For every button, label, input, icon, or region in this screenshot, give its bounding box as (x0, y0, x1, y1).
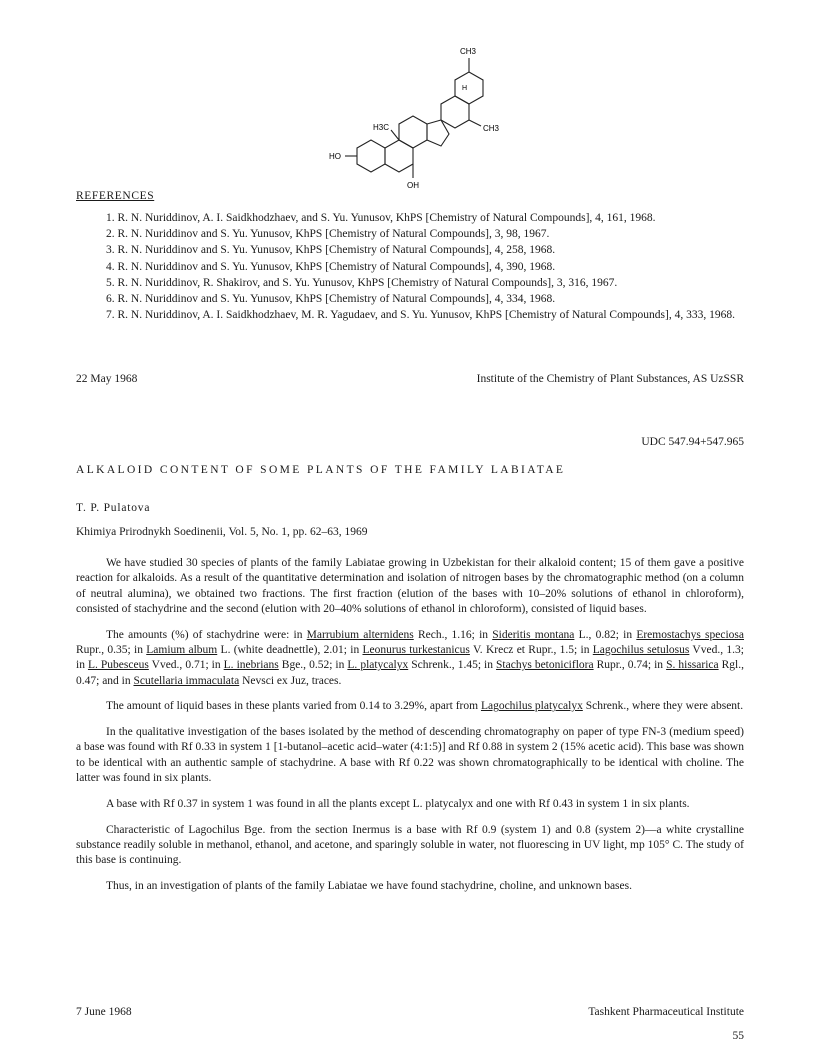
reference-item: 6. R. N. Nuriddinov and S. Yu. Yunusov, KhPS [Chemistry of Natural Compounds], 4, 334, 1968. (106, 293, 556, 306)
paragraph-4: In the qualitative investigation of the bases isolated by the method of descending chromatography on paper of type FN-3 (medium speed) a base was found with Rf 0.33 in system 1 [1-butanol–acetic acid–water (4:1:5)] and Rf 0.88 in system 2 (15% acetic acid). This base was shown to be identical with an authentic sample of stachydrine. A base with Rf 0.22 was shown chromatographically to be identical with choline. The latter was found in six plants. (76, 726, 744, 785)
ring-e (441, 96, 469, 128)
ring-d (427, 120, 449, 146)
species-name: Marrubium alternidens (306, 628, 414, 641)
species-name: Scutellaria immaculata (133, 674, 240, 687)
reference-item: 1. R. N. Nuriddinov, A. I. Saidkhodzhaev, and S. Yu. Yunusov, KhPS [Chemistry of Natural Compounds], 4, 161, 1968. (106, 212, 656, 224)
struct-label-ch3-top: CH3 (460, 47, 477, 56)
species-name: L. Pubesceus (87, 659, 149, 672)
references-list (76, 210, 744, 323)
species-name: Stachys betoniciflora (496, 659, 594, 672)
first-article-institute: Institute of the Chemistry of Plant Substances, AS UzSSR (476, 373, 744, 385)
species-name: Lagochilus setulosus (592, 643, 690, 656)
paragraph-5: A base with Rf 0.37 in system 1 was found in all the plants except L. platycalyx and one with Rf 0.43 in system 1 in six plants. (106, 797, 690, 810)
struct-label-h: H (462, 85, 468, 92)
first-article-signoff (76, 373, 744, 385)
article-institute: Tashkent Pharmaceutical Institute (588, 1006, 744, 1018)
ring-a (357, 140, 385, 172)
struct-label-oh: OH (407, 181, 419, 190)
reference-item: 2. R. N. Nuriddinov and S. Yu. Yunusov, KhPS [Chemistry of Natural Compounds], 3, 98, 1967. (106, 228, 550, 241)
struct-label-h3c: H3C (373, 123, 390, 132)
species-name: Eremostachys speciosa (636, 628, 744, 641)
struct-label-ch3-right: CH3 (483, 124, 500, 133)
species-name: Lamium album (146, 643, 218, 656)
reference-item: 4. R. N. Nuriddinov and S. Yu. Yunusov, KhPS [Chemistry of Natural Compounds], 4, 390, 1968. (106, 260, 556, 273)
article-body (76, 556, 744, 905)
paragraph-3: The amount of liquid bases in these plants varied from 0.14 to 3.29%, apart from Lagochilus platycalyx Schrenk., where they were absent. (106, 700, 744, 713)
reference-item: 3. R. N. Nuriddinov and S. Yu. Yunusov, KhPS [Chemistry of Natural Compounds], 4, 258, 1968. (106, 244, 556, 257)
journal-citation: Khimiya Prirodnykh Soedinenii, Vol. 5, No. 1, pp. 62–63, 1969 (76, 526, 368, 538)
species-name: Lagochilus platycalyx (480, 700, 583, 713)
species-name: L. platycalyx (347, 659, 409, 672)
article-signoff (76, 1006, 744, 1018)
species-name: L. inebrians (223, 659, 279, 672)
article-title: ALKALOID CONTENT OF SOME PLANTS OF THE FAMILY LABIATAE (76, 464, 566, 476)
species-name: Sideritis montana (492, 628, 575, 641)
references-heading: REFERENCES (76, 190, 155, 202)
chemical-structure-diagram (325, 40, 500, 200)
paragraph-1: We have studied 30 species of plants of the family Labiatae growing in Uzbekistan for their alkaloid content; 15 of them gave a positive reaction for alkaloids. As a result of the quantitative determination and isolation of nitrogen bases by the chromatographic method (on a column of neutral alumina), we obtained two fractions. The first fraction (elution of the bases with 10–20% solutions of ethanol in chloroform), consisted of stachydrine and the second (elution with 20–40% solutions of ethanol in chloroform), consisted of liquid bases. (76, 557, 744, 615)
reference-item: 5. R. N. Nuriddinov, R. Shakirov, and S. Yu. Yunusov, KhPS [Chemistry of Natural Compounds], 3, 316, 1967. (106, 276, 618, 289)
species-name: S. hissarica (666, 659, 719, 672)
ring-f (455, 72, 483, 104)
paragraph-2: The amounts (%) of stachydrine were: in Marrubium alternidens Rech., 1.16; in Sideritis montana L., 0.82; in Eremostachys speciosa Rupr., 0.35; in Lamium album L. (white deadnettle), 2.01; in Leonurus turkestanicus V. Krecz et Rupr., 1.5; in Lagochilus setulosus Vved., 1.3; in L. Pubesceus Vved., 0.71; in L. inebrians Bge., 0.52; in L. platycalyx Schrenk., 1.45; in Stachys betoniciflora Rupr., 0.74; in S. hissarica Rgl., 0.47; and in Scutellaria immaculata Nevsci ex Juz, traces. (76, 628, 745, 687)
page-number: 55 (732, 1030, 744, 1042)
paragraph-7: Thus, in an investigation of plants of the family Labiatae we have found stachydrine, choline, and unknown bases. (106, 880, 632, 893)
ring-c (399, 116, 427, 148)
article-author: T. P. Pulatova (76, 502, 151, 514)
ring-b (385, 140, 413, 172)
struct-label-ho: HO (329, 152, 341, 161)
first-article-date: 22 May 1968 (76, 373, 138, 385)
udc-code: UDC 547.94+547.965 (641, 436, 744, 448)
reference-item: 7. R. N. Nuriddinov, A. I. Saidkhodzhaev, M. R. Yagudaev, and S. Yu. Yunusov, KhPS [Chemistry of Natural Compounds], 4, 333, 1968. (106, 309, 735, 322)
paragraph-6: Characteristic of Lagochilus Bge. from the section Inermus is a base with Rf 0.9 (system 1) and 0.8 (system 2)—a white crystalline substance readily soluble in methanol, ethanol, and acetone, and sparingly soluble in water, not fluorescing in UV light, mp 105° C. The study of this base is continuing. (76, 823, 744, 867)
article-date: 7 June 1968 (76, 1006, 132, 1018)
species-name: Leonurus turkestanicus (362, 643, 470, 656)
